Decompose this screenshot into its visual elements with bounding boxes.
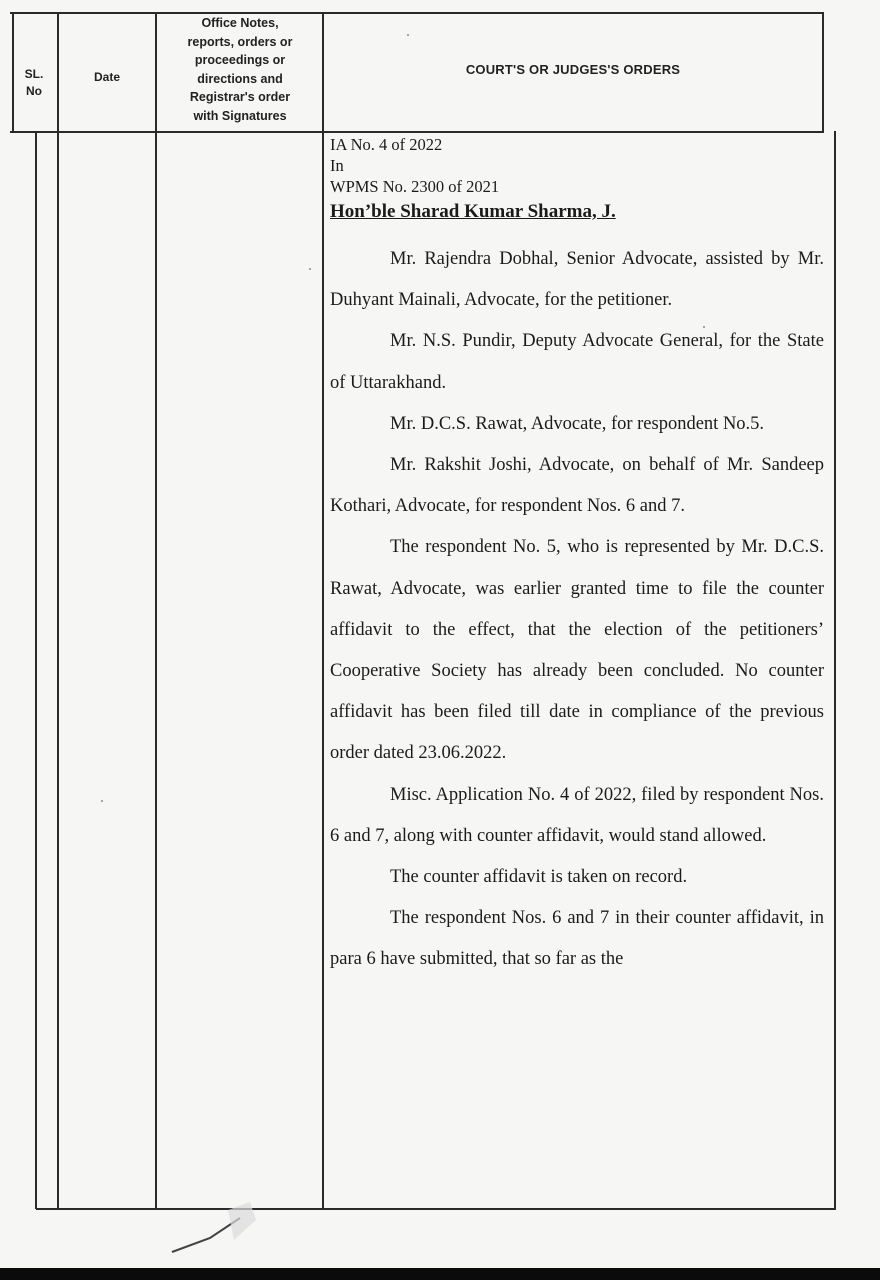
order-paragraph: The respondent No. 5, who is represented by Mr. D.C.S. Rawat, Advocate, was earlier granted time to file the counter affidavit to the effect, that the election of the petitioners’ Cooperative Society has already been concluded. No counter affidavit has been filed till date in compliance of the previous order dated 23.06.2022. [330, 537, 824, 764]
scan-speck [407, 34, 409, 36]
header-court-orders: COURT'S OR JUDGES'S ORDERS [465, 62, 681, 77]
header-notes-line2: reports, orders or [187, 34, 293, 49]
header-office-notes [160, 14, 320, 126]
column-divider-right-body [834, 131, 836, 1209]
scan-speck [101, 800, 103, 802]
header-sl-line1: SL. [24, 67, 44, 81]
header-notes-line1: Office Notes, [201, 16, 279, 30]
order-paragraph: Mr. Rakshit Joshi, Advocate, on behalf of Mr. Sandeep Kothari, Advocate, for respondent Nos. 6 and 7. [330, 455, 824, 517]
case-ia-number: IA No. 4 of 2022 [330, 135, 443, 154]
column-divider-sl [35, 131, 37, 1209]
order-paragraph: Misc. Application No. 4 of 2022, filed by respondent Nos. 6 and 7, along with counter affidavit, would stand allowed. [330, 784, 824, 846]
order-paragraph: Mr. D.C.S. Rawat, Advocate, for respondent No.5. [390, 413, 765, 434]
bottom-edge-bar [0, 1268, 880, 1280]
header-notes-line3: proceedings or [194, 53, 286, 68]
judge-name: Hon’ble Sharad Kumar Sharma, J. [330, 201, 616, 222]
order-body [330, 239, 824, 981]
case-in: In [330, 156, 344, 175]
header-notes-line5: Registrar's order [189, 90, 291, 105]
table-top-border [10, 12, 822, 14]
header-notes-line6: with Signatures [193, 108, 287, 123]
column-divider-right-edge [822, 12, 824, 132]
court-order-content [330, 132, 824, 981]
order-paragraph: Mr. Rajendra Dobhal, Senior Advocate, assisted by Mr. Duhyant Mainali, Advocate, for the petitioner. [330, 249, 824, 311]
order-paragraph: The counter affidavit is taken on record. [390, 867, 688, 888]
header-date: Date [93, 70, 120, 84]
scan-speck [309, 268, 311, 270]
column-divider-notes [155, 12, 157, 1210]
case-wpms-number: WPMS No. 2300 of 2021 [330, 177, 500, 196]
order-paragraph: Mr. N.S. Pundir, Deputy Advocate General, for the State of Uttarakhand. [330, 331, 824, 393]
order-paragraph: The respondent Nos. 6 and 7 in their counter affidavit, in para 6 have submitted, that so far as the [330, 908, 824, 970]
pen-stroke-mark [170, 1200, 260, 1260]
scan-speck [703, 326, 705, 328]
column-divider-date [57, 12, 59, 1210]
header-notes-line4: directions and [197, 71, 283, 86]
header-sl-line2: No [26, 84, 42, 98]
column-divider-orders [322, 12, 324, 1210]
case-caption [330, 134, 824, 197]
header-sl-no [14, 66, 54, 100]
